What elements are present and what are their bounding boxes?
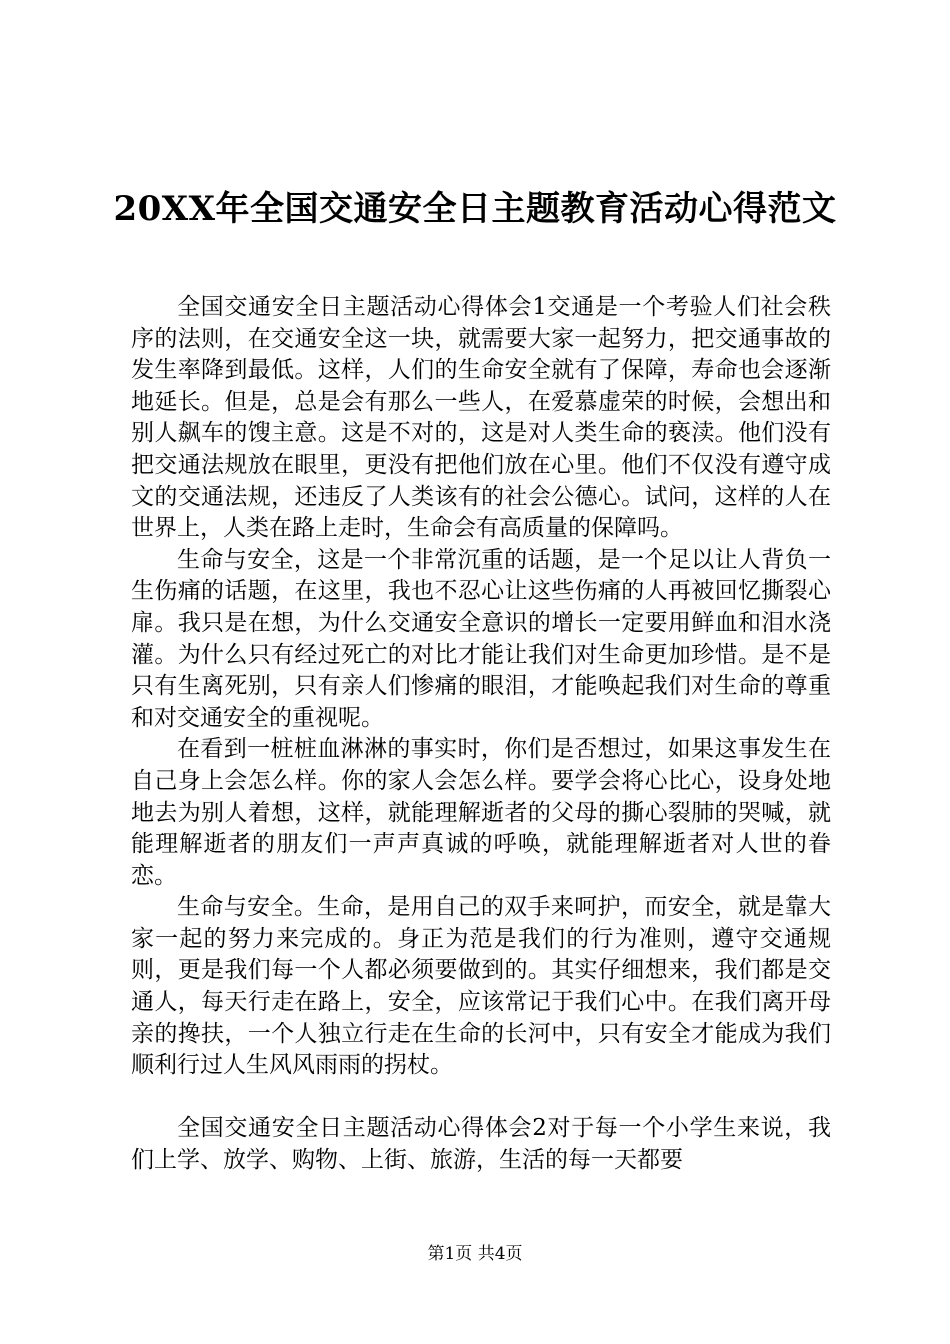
paragraph-4: 生命与安全。生命，是用自己的双手来呵护，而安全，就是靠大家一起的努力来完成的。身正为范是我们的行为准则，遵守交通规则，更是我们每一个人都必须要做到的。其实仔细想来，我们都是交通人，每天行走在路上，安全，应该常记于我们心中。在我们离开母亲的搀扶，一个人独立行走在生命的长河中，只有安全才能成为我们顺利行过人生风风雨雨的拐杖。 [131, 894, 831, 1079]
paragraph-5: 全国交通安全日主题活动心得体会2对于每一个小学生来说，我们上学、放学、购物、上街、旅游，生活的每一天都要 [131, 1115, 831, 1174]
paragraph-1: 全国交通安全日主题活动心得体会1交通是一个考验人们社会秩序的法则，在交通安全这一块，就需要大家一起努力，把交通事故的发生率降到最低。这样，人们的生命安全就有了保障，寿命也会逐渐地延长。但是，总是会有那么一些人，在爱慕虚荣的时候，会想出和别人飙车的馊主意。这是不对的，这是对人类生命的亵渎。他们没有把交通法规放在眼里，更没有把他们放在心里。他们不仅没有遵守成文的交通法规，还违反了人类该有的社会公德心。试问，这样的人在世界上，人类在路上走时，生命会有高质量的保障吗。 [131, 294, 831, 542]
paragraph-3: 在看到一桩桩血淋淋的事实时，你们是否想过，如果这事发生在自己身上会怎么样。你的家人会怎么样。要学会将心比心，设身处地地去为别人着想，这样，就能理解逝者的父母的撕心裂肺的哭喊，就能理解逝者的朋友们一声声真诚的呼唤，就能理解逝者对人世的眷恋。 [131, 736, 831, 889]
paragraph-2: 生命与安全，这是一个非常沉重的话题，是一个足以让人背负一生伤痛的话题，在这里，我也不忍心让这些伤痛的人再被回忆撕裂心扉。我只是在想，为什么交通安全意识的增长一定要用鲜血和泪水浇灌。为什么只有经过死亡的对比才能让我们对生命更加珍惜。是不是只有生离死别，只有亲人们惨痛的眼泪，才能唤起我们对生命的尊重和对交通安全的重视呢。 [131, 546, 831, 731]
document-body [131, 292, 831, 1177]
page-number-footer: 第1页 共4页 [427, 1244, 523, 1264]
document-title: 20XX年全国交通安全日主题教育活动心得范文 [113, 189, 837, 229]
